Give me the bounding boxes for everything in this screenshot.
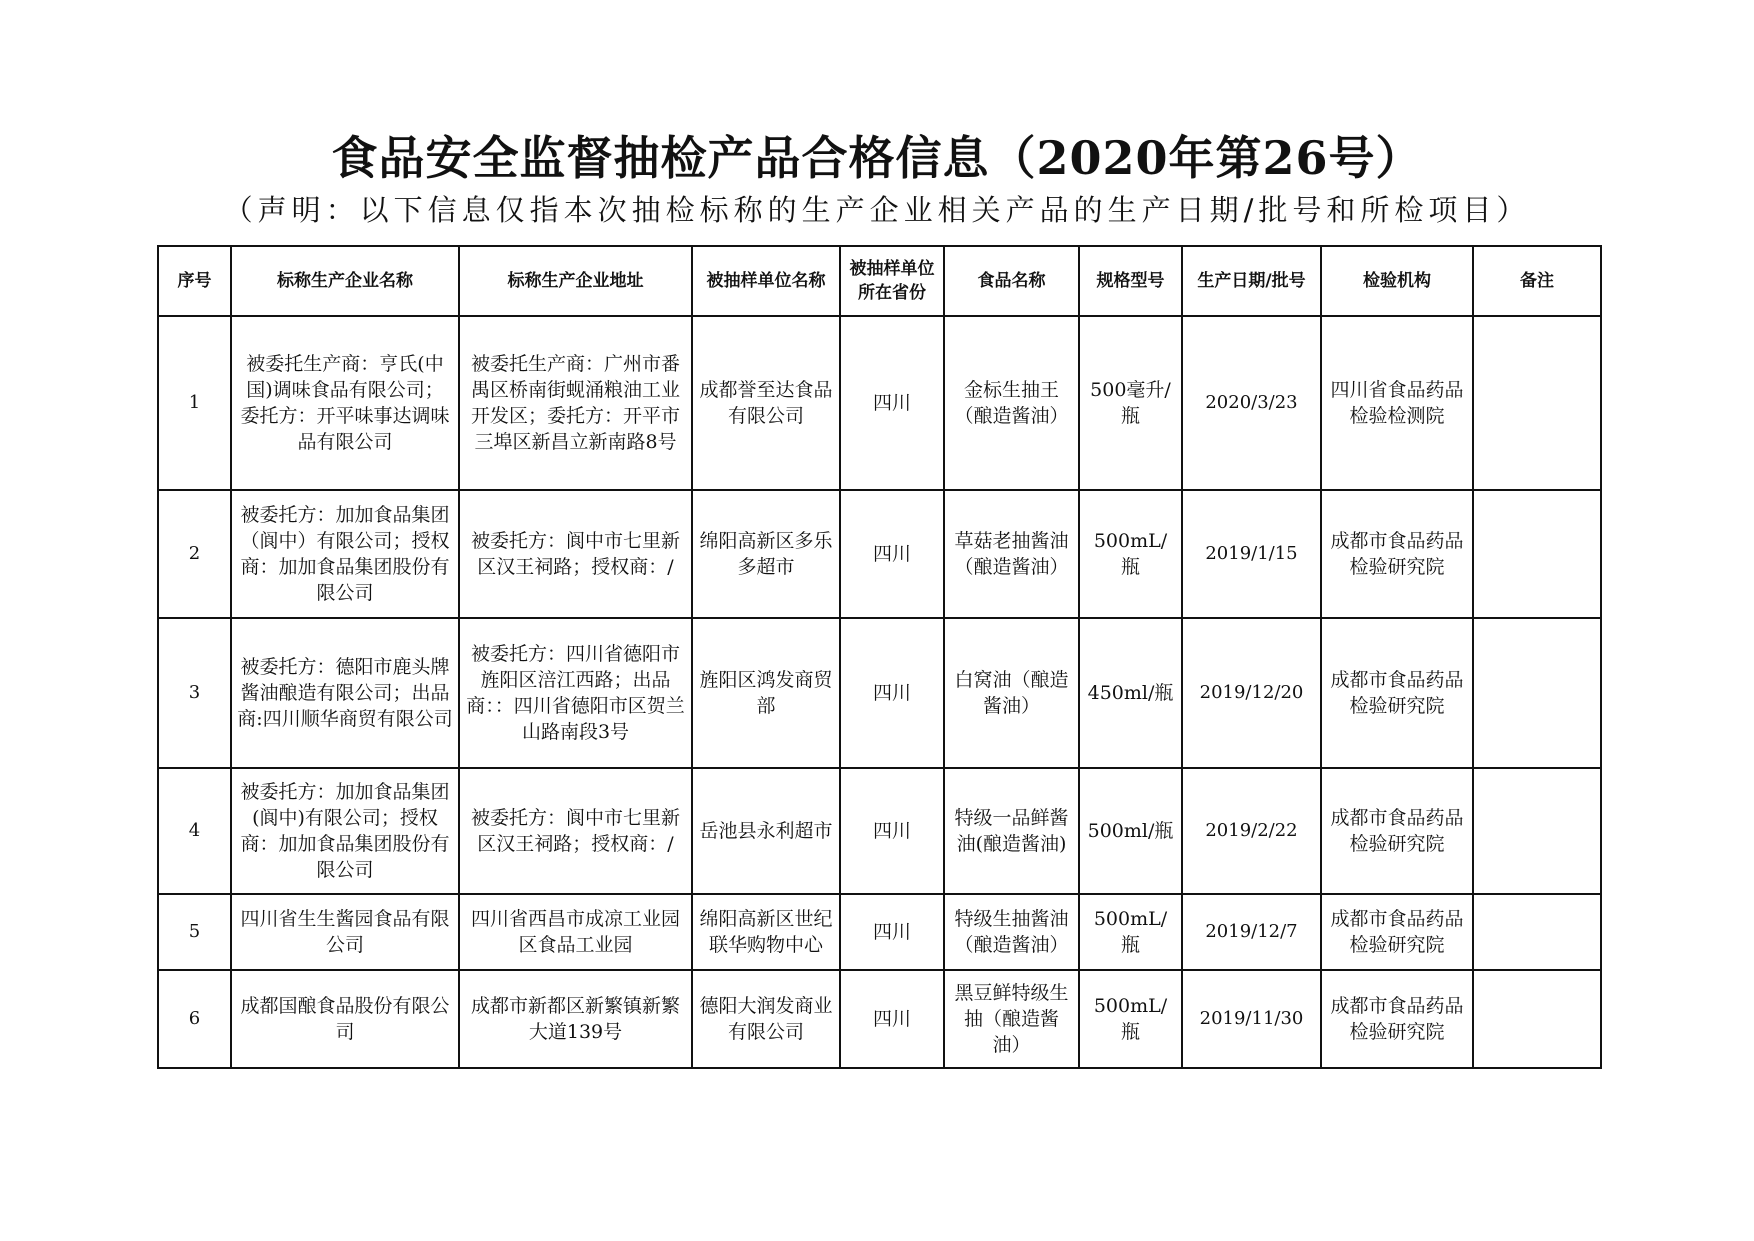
cell-inspection-agency: 成都市食品药品检验研究院: [1321, 768, 1473, 894]
table-row: [158, 618, 1601, 768]
cell-index: 5: [158, 894, 231, 970]
header-production-date: 生产日期/批号: [1182, 246, 1321, 316]
cell-province: 四川: [840, 490, 944, 618]
cell-index: 1: [158, 316, 231, 490]
cell-index: 2: [158, 490, 231, 618]
cell-index: 3: [158, 618, 231, 768]
cell-manufacturer-name: 被委托方：加加食品集团（阆中）有限公司；授权商：加加食品集团股份有限公司: [231, 490, 459, 618]
cell-inspection-agency: 成都市食品药品检验研究院: [1321, 894, 1473, 970]
cell-spec: 500毫升/瓶: [1079, 316, 1182, 490]
cell-remarks: [1473, 490, 1601, 618]
cell-sampled-unit: 德阳大润发商业有限公司: [692, 970, 840, 1068]
cell-food-name: 特级一品鲜酱油(酿造酱油): [944, 768, 1079, 894]
cell-inspection-agency: 成都市食品药品检验研究院: [1321, 618, 1473, 768]
cell-manufacturer-name: 被委托方：德阳市鹿头牌酱油酿造有限公司；出品商:四川顺华商贸有限公司: [231, 618, 459, 768]
cell-manufacturer-address: 被委托方：四川省德阳市旌阳区涪江西路；出品商：：四川省德阳市区贺兰山路南段3号: [459, 618, 692, 768]
cell-manufacturer-name: 成都国酿食品股份有限公司: [231, 970, 459, 1068]
header-remarks: 备注: [1473, 246, 1601, 316]
cell-manufacturer-address: 被委托生产商：广州市番禺区桥南街蚬涌粮油工业开发区；委托方：开平市三埠区新昌立新南路8号: [459, 316, 692, 490]
header-province: 被抽样单位所在省份: [840, 246, 944, 316]
cell-production-date: 2019/12/7: [1182, 894, 1321, 970]
cell-spec: 500mL/瓶: [1079, 970, 1182, 1068]
cell-province: 四川: [840, 894, 944, 970]
cell-province: 四川: [840, 768, 944, 894]
cell-inspection-agency: 四川省食品药品检验检测院: [1321, 316, 1473, 490]
table-row: [158, 490, 1601, 618]
cell-manufacturer-name: 被委托生产商：亨氏(中国)调味食品有限公司；委托方：开平味事达调味品有限公司: [231, 316, 459, 490]
cell-sampled-unit: 绵阳高新区多乐多超市: [692, 490, 840, 618]
cell-spec: 500mL/瓶: [1079, 894, 1182, 970]
cell-manufacturer-address: 四川省西昌市成凉工业园区食品工业园: [459, 894, 692, 970]
cell-sampled-unit: 旌阳区鸿发商贸部: [692, 618, 840, 768]
cell-remarks: [1473, 768, 1601, 894]
cell-sampled-unit: 绵阳高新区世纪联华购物中心: [692, 894, 840, 970]
cell-province: 四川: [840, 618, 944, 768]
header-spec: 规格型号: [1079, 246, 1182, 316]
cell-manufacturer-name: 四川省生生酱园食品有限公司: [231, 894, 459, 970]
cell-province: 四川: [840, 316, 944, 490]
cell-manufacturer-address: 被委托方：阆中市七里新区汉王祠路；授权商：/: [459, 768, 692, 894]
header-food-name: 食品名称: [944, 246, 1079, 316]
cell-manufacturer-address: 成都市新都区新繁镇新繁大道139号: [459, 970, 692, 1068]
page-title: 食品安全监督抽检产品合格信息（2020年第26号）: [331, 131, 1423, 185]
cell-index: 4: [158, 768, 231, 894]
header-inspection-agency: 检验机构: [1321, 246, 1473, 316]
cell-inspection-agency: 成都市食品药品检验研究院: [1321, 490, 1473, 618]
cell-production-date: 2019/11/30: [1182, 970, 1321, 1068]
cell-food-name: 金标生抽王（酿造酱油）: [944, 316, 1079, 490]
inspection-table: [157, 245, 1602, 1069]
cell-production-date: 2019/1/15: [1182, 490, 1321, 618]
header-sampled-unit: 被抽样单位名称: [692, 246, 840, 316]
cell-production-date: 2019/12/20: [1182, 618, 1321, 768]
header-manufacturer-address: 标称生产企业地址: [459, 246, 692, 316]
cell-sampled-unit: 岳池县永利超市: [692, 768, 840, 894]
cell-remarks: [1473, 618, 1601, 768]
cell-remarks: [1473, 970, 1601, 1068]
cell-spec: 450ml/瓶: [1079, 618, 1182, 768]
cell-food-name: 特级生抽酱油（酿造酱油）: [944, 894, 1079, 970]
header-manufacturer-name: 标称生产企业名称: [231, 246, 459, 316]
table-row: [158, 316, 1601, 490]
cell-production-date: 2020/3/23: [1182, 316, 1321, 490]
cell-food-name: 黑豆鲜特级生抽（酿造酱油）: [944, 970, 1079, 1068]
cell-inspection-agency: 成都市食品药品检验研究院: [1321, 970, 1473, 1068]
cell-manufacturer-name: 被委托方：加加食品集团(阆中)有限公司；授权商：加加食品集团股份有限公司: [231, 768, 459, 894]
cell-production-date: 2019/2/22: [1182, 768, 1321, 894]
cell-sampled-unit: 成都誉至达食品有限公司: [692, 316, 840, 490]
table-row: [158, 894, 1601, 970]
cell-food-name: 白窝油（酿造酱油）: [944, 618, 1079, 768]
table-row: [158, 768, 1601, 894]
cell-spec: 500mL/瓶: [1079, 490, 1182, 618]
cell-spec: 500ml/瓶: [1079, 768, 1182, 894]
cell-manufacturer-address: 被委托方：阆中市七里新区汉王祠路；授权商：/: [459, 490, 692, 618]
page-subtitle: （声明：以下信息仅指本次抽检标称的生产企业相关产品的生产日期/批号和所检项目）: [223, 193, 1531, 227]
cell-remarks: [1473, 316, 1601, 490]
cell-food-name: 草菇老抽酱油（酿造酱油）: [944, 490, 1079, 618]
table-header-row: [158, 246, 1601, 316]
header-index: 序号: [158, 246, 231, 316]
cell-province: 四川: [840, 970, 944, 1068]
cell-index: 6: [158, 970, 231, 1068]
table-row: [158, 970, 1601, 1068]
cell-remarks: [1473, 894, 1601, 970]
